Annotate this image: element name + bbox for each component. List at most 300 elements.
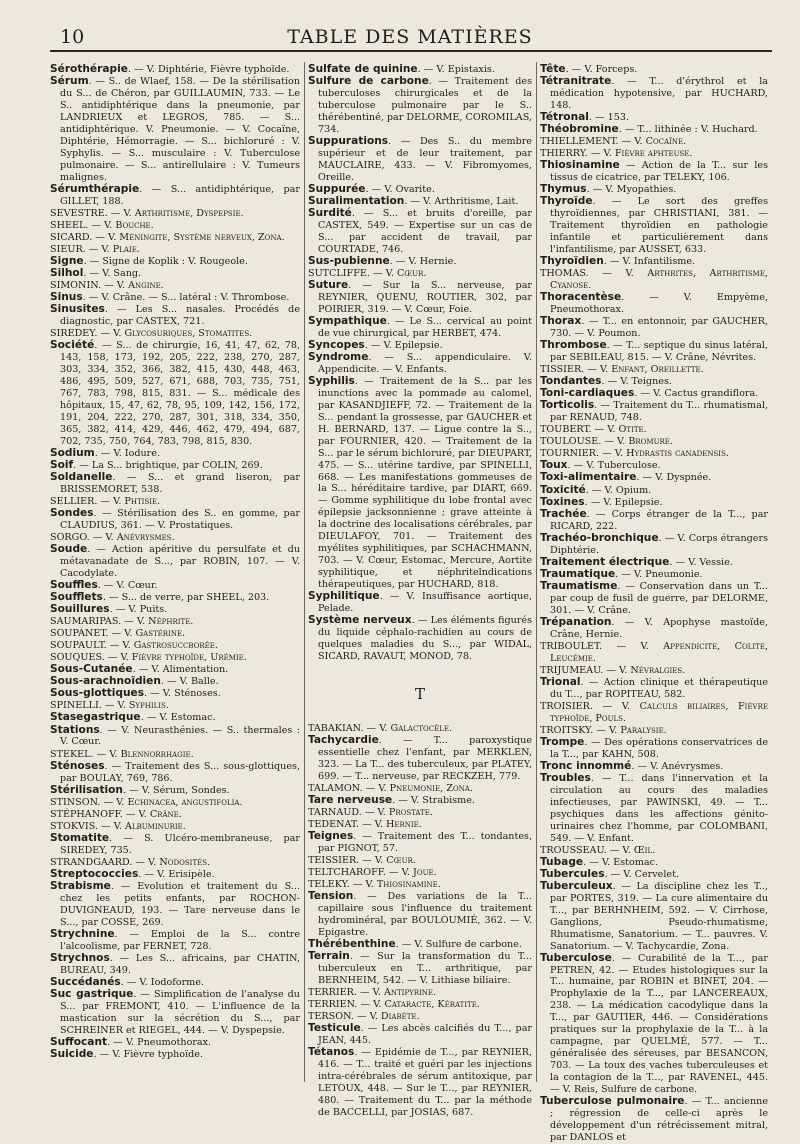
entry-heading: Troubles — [540, 771, 591, 784]
entry-text: TOULOUSE. — V. Bromure. — [540, 436, 673, 448]
index-entry — [50, 604, 300, 616]
entry-text: . — Epidémie de T..., par REYNIER, 416. — T... traité et guéri par les injections intra-cérébrales de sérum antitoxique, par LETOUX, 448. — Sur le T..., par REYNIER, 480. — Traitement du T... par la méthode de BACCELLI, par JOSIAS, 687. — [318, 1047, 532, 1119]
index-entry — [308, 136, 532, 184]
index-entry — [308, 1023, 532, 1047]
index-entry — [50, 544, 300, 580]
entry-heading: Souffles — [50, 578, 98, 591]
entry-text: . — Le sort des greffes thyroïdiennes, par CHRISTIANI, 381. — Traitement thyroïdien en pathologie infantile et particulièrement dans l'infantilisme, par AUSSET, 633. — [550, 196, 768, 256]
entry-heading: Trépanation — [540, 615, 612, 628]
index-entry — [308, 1047, 532, 1119]
entry-text: . — V. Cœur. — [97, 579, 158, 591]
index-entry — [540, 316, 768, 340]
index-entry — [50, 532, 300, 544]
index-entry — [50, 340, 300, 448]
entry-text: . — V. Anévrysmes. — [631, 760, 724, 772]
entry-text: SAUMARIPAS. — V. Néphrite. — [50, 616, 194, 628]
entry-heading: Sous-Cutanée — [50, 663, 133, 676]
index-entry — [308, 316, 532, 340]
index-entry — [540, 400, 768, 424]
entry-text: SELLIER. — V. Phtisie. — [50, 495, 161, 507]
entry-heading: Suralimentation — [308, 194, 405, 207]
entry-text: . — V. Tuberculose. — [567, 460, 661, 472]
entry-heading: Trompe — [540, 735, 585, 748]
entry-heading: Thyroïdien — [540, 255, 604, 268]
entry-heading: Succédanés — [50, 975, 121, 988]
entry-heading: Suture — [308, 278, 349, 291]
entry-heading: Torticolis — [540, 399, 595, 412]
entry-text: . — La S... brightique, par COLIN, 269. — [73, 459, 263, 471]
entry-text: . — Sur la transformation du T... tuberculeux en T... arthritique, par BERNHEIM, 542. — V. Lithiase biliaire. — [318, 951, 532, 987]
entry-text: . — V. Sang. — [83, 267, 142, 279]
entry-text: . — V. Estomac. — [140, 712, 216, 724]
index-entry — [50, 833, 300, 857]
index-entry — [50, 184, 300, 208]
index-entry — [308, 951, 532, 987]
entry-heading: Syphilis — [308, 374, 355, 387]
index-entry — [50, 508, 300, 532]
entry-text: . — Corps étranger de la T..., par RICARD, 222. — [550, 508, 768, 532]
entry-heading: Soldanelle — [50, 470, 113, 483]
index-entry — [50, 220, 300, 232]
entry-text: . — V. Hernie. — [389, 255, 457, 267]
entry-text: . — V. Teignes. — [601, 376, 672, 388]
entry-text: TERRIEN. — V. Cataracte, Kératite. — [308, 999, 480, 1011]
index-entry — [308, 807, 532, 819]
index-entry — [540, 881, 768, 953]
index-entry — [308, 735, 532, 783]
index-entry — [540, 436, 768, 448]
entry-text: . — V. Apophyse mastoïde, Crâne, Hernie. — [550, 616, 768, 640]
entry-text: . — V. Neurasthénies. — S.. thermales : V. Cœur. — [60, 724, 300, 748]
entry-heading: Sérumthérapie — [50, 182, 140, 195]
entry-text: . — T... d'érythrol et la médication hypotensive, par HUCHARD, 148. — [550, 76, 768, 111]
entry-text: . — Traitement de la S... par les inunctions avec la pommade au calomel, par KASANDJIEFF, 72. — Traitement de la S... pendant la grossesse, par GAUCHER et H. BERNARD, 137. — Ligue contre la S.., par FOURNIER, 420. — Traitement de la S... par le sérum bichloruré, par DIEUPART, 475. — S... utérine tardive, par SPINELLI, 668. — Les manifestations gommeuses de la S... héréditaire tardive, par DIART, 669. — Gomme syphilitique du lobe frontal avec épilepsie jacksonnienne ; grave atteinte à la doctrine des localisations cérébrales, par DIEULAFOY, 701. — Traitement des myélites syphilitiques, par SCHACHMANN, 703. — V. Cœur, Estomac, Mercure, Aortite syphilitique, et néphritelndications thérapeutiques, par HUCHARD, 818. — [318, 375, 532, 591]
index-entry — [540, 581, 768, 617]
entry-text: . — V. Pneumothorax. — [107, 1036, 212, 1048]
entry-heading: Stations — [50, 723, 100, 736]
index-entry — [540, 196, 768, 256]
entry-heading: Syndrome — [308, 350, 369, 363]
entry-text: . — T... ancienne ; régression de celle-ci après le développement d'un rétrécissement mitral, par DANLOS et — [550, 1096, 769, 1143]
entry-heading: Tubercules — [540, 867, 605, 880]
entry-text: . — Les S... africains, par CHATIN, BUREAU, 349. — [60, 952, 300, 976]
entry-text: . — V. Alimentation. — [132, 664, 229, 676]
entry-text: . — Les éléments figurés du liquide céphalo-rachidien au cours de quelques maladies du S..., par WIDAL, SICARD, RAVAUT, MONOD, 78. — [318, 615, 532, 663]
entry-text: THOMAS. — V. Arthrites, Arthritisme, Cyanose. — [540, 268, 768, 292]
index-entry — [540, 677, 768, 701]
entry-text: . — T... en entonnoir, par GAUCHER, 730. — V. Poumon. — [550, 316, 768, 340]
index-entry — [308, 352, 532, 376]
entry-heading: Strychnine — [50, 927, 115, 940]
entry-text: TERSON. — V. Diabète. — [308, 1011, 420, 1023]
entry-text: . — Des variations de la T... capillaire sous l'influence du traitement hydrominéral, par BOULOUMIÉ, 362. — V. Epigastre. — [318, 891, 532, 939]
index-entry — [308, 855, 532, 867]
index-entry — [50, 280, 300, 292]
entry-text: . — V. Strabisme. — [392, 794, 475, 806]
entry-heading: Stérilisation — [50, 783, 123, 796]
index-entry — [50, 268, 300, 280]
entry-heading: Sulfure de carbone — [308, 75, 429, 88]
index-entry — [50, 725, 300, 749]
index-entry — [50, 953, 300, 977]
index-entry — [540, 124, 768, 136]
entry-text: . — Traitement des tuberculoses chirurgicales et de la tuberculose pulmonaire par le S.. thérébentiné, par DELORME, COROMILAS, 734. — [318, 76, 533, 135]
entry-heading: Sténoses — [50, 759, 105, 772]
entry-heading: Sous-glottiques — [50, 687, 145, 700]
entry-heading: Tuberculose — [540, 951, 612, 964]
entry-text: SOUQUES. — V. Fièvre typhoïde, Urémie. — [50, 652, 247, 664]
entry-text: . — S... antidiphtérique, par GILLET, 188. — [60, 183, 300, 207]
entry-text: . — Curabilité de la T..., par PETREN, 42. — Etudes histologiques sur la T... humaine, par ROBIN et BINET, 204. — Prophylaxie de la T..., par LANCEREAUX, 238. — La médication cacodylique dans la T..., par GAUTIER, 446. — Considérations pratiques sur la prophylaxie de la T... à la campagne, par QUELMÉ, 577. — T... généralisée des séreuses, par BESANCON, 703. — La toux des vaches tuberculeuses et la contagion de la T..., par RAVENEL, 445. — V. Reis, Sulfure de carbone. — [550, 952, 768, 1096]
entry-heading: Tronc innommé — [540, 759, 632, 772]
index-entry — [540, 509, 768, 533]
entry-text: SHEEL. — V. Bouche. — [50, 219, 154, 231]
entry-heading: Trachée — [540, 507, 587, 520]
index-entry — [540, 737, 768, 761]
entry-text: TELEKY. — V. Thiosinamine. — [308, 879, 441, 891]
entry-text: . — V. Forceps. — [565, 64, 638, 75]
entry-heading: Toxicité — [540, 483, 586, 496]
index-entry — [308, 76, 532, 136]
entry-heading: Silhol — [50, 266, 84, 279]
entry-text: THIERRY. — V. Fièvre aphteuse. — [540, 148, 693, 160]
entry-heading: Tension — [308, 890, 354, 903]
entry-text: TOUBERT. — V. Otite. — [540, 424, 647, 436]
entry-heading: Toxines — [540, 495, 585, 508]
entry-text: . — V. Insuffisance aortique, Pelade. — [318, 591, 532, 615]
index-entry — [540, 160, 768, 184]
entry-heading: Sinus — [50, 291, 83, 304]
entry-text: . — Conservation dans un T... par coup de fusil de guerre, par DELORME, 301. — V. Crâne. — [550, 580, 768, 616]
entry-heading: Suppurée — [308, 182, 366, 195]
entry-heading: Thymus — [540, 183, 587, 196]
entry-text: TROUSSEAU. — V. Œil. — [540, 844, 656, 856]
entry-text: SOUPAULT. — V. Gastrosuccborée. — [50, 640, 218, 652]
entry-text: . — V. Dyspnée. — [636, 472, 712, 484]
entry-text: . — V. Pneumonie. — [615, 568, 703, 580]
index-column-2 — [308, 63, 533, 1119]
entry-text: STOKVIS. — V. Albuminurie. — [50, 820, 186, 832]
entry-heading: Trional — [540, 675, 581, 688]
entry-text: . — V. Empyème, Pneumothorax. — [550, 292, 768, 316]
entry-text: THIELLEMENT. — V. Cocaïne. — [540, 136, 687, 148]
entry-text: SIREDEY. — V. Glycosuriques, Stomatites. — [50, 328, 253, 340]
entry-heading: Thiosinamine — [540, 159, 620, 172]
entry-text: — Action de la T... sur les tissus de cicatrice, par TELEKY, 106. — [550, 160, 768, 184]
entry-heading: Sodium — [50, 446, 95, 459]
entry-text: TABAKIAN. — V. Galactocèle. — [308, 722, 452, 734]
index-entry — [308, 999, 532, 1011]
entry-text: SICARD. — V. Méningite, Système nerveux, Zona. — [50, 231, 285, 243]
entry-text: STINSON. — V. Echinacea, angustifolia. — [50, 796, 243, 808]
entry-heading: Tuberculeux — [540, 879, 613, 892]
index-entry — [540, 1096, 768, 1144]
entry-text: . — V. Infantilisme. — [603, 256, 696, 268]
entry-heading: Trachéo-bronchique — [540, 531, 659, 544]
entry-heading: Suffocant — [50, 1035, 108, 1048]
index-entry — [540, 701, 768, 725]
entry-text: . — La discipline chez les T.., par PORTES, 319. — La cure alimentaire du T..., par BERHNHEIM, 592. — V. Cirrhose, Ganglions, Pseudo-rhumatisme, Rhumatisme, Sanatorium. — T... pauvres. V. Sanatorium. — V. Tachycardie, Zona. — [550, 880, 768, 952]
index-entry — [308, 256, 532, 268]
entry-text: SOUPANET. — V. Gastérine. — [50, 628, 186, 640]
index-entry — [308, 208, 532, 256]
entry-text: TEDENAT. — V. Hernie. — [308, 819, 422, 831]
entry-heading: Société — [50, 339, 95, 352]
entry-text: . — V. Ovarite. — [365, 183, 435, 195]
entry-text: . — S... et grand liseron, par BRISSEMORET, 538. — [60, 471, 300, 495]
entry-text: . — S... appendiculaire. V. Appendicite. — V. Enfants. — [318, 351, 532, 375]
index-entry — [308, 831, 532, 855]
entry-heading: Signe — [50, 254, 84, 267]
entry-text: SORGO. — V. Anévrysmes. — [50, 531, 175, 543]
entry-text: . — S.. de Wlaef, 158. — De la stérilisation du S... de Chéron, par GUILLAUMIN, 733. — Le S.. antidiphtérique dans la pneumonie, par LANDRIEUX et LEGROS, 785. — S... antidiphtérique. V. Pneumonie. — V. Cocaïne, Diphtérie, Hémorragie. — S... bichloruré : V. Syphylis. — S... musculaire : V. Tuberculose pulmonaire. — S... antirellulaire : V. Tumeurs malignes. — [60, 76, 300, 183]
entry-heading: Soif — [50, 458, 74, 471]
entry-heading: Thorax — [540, 315, 582, 328]
entry-text: TOURNIER. — V. Hydrastis canadensis. — [540, 448, 729, 460]
entry-text: . — T... septique du sinus latéral, par SEBILEAU, 815. — V. Crâne, Névrites. — [550, 340, 768, 364]
entry-text: . — V. Puits. — [109, 604, 168, 616]
entry-heading: Tétanos — [308, 1046, 355, 1059]
entry-text: . — S. Ulcéro-membraneuse, par SIREDEY, 735. — [60, 832, 300, 856]
entry-text: . — Les S... nasales. Procédés de diagnostic, par CASTEX, 721. — [60, 304, 300, 328]
column-divider — [304, 62, 305, 1082]
entry-heading: Suppurations — [308, 134, 389, 147]
entry-text: . — V. Iodure. — [94, 447, 160, 459]
entry-text: SIMONIN. — V. Angine. — [50, 280, 164, 291]
page-header — [50, 20, 770, 50]
entry-heading: Strychnos — [50, 951, 110, 964]
index-entry — [50, 640, 300, 652]
index-entry — [50, 809, 300, 821]
entry-text: . — V. Epilepsie. — [364, 339, 443, 351]
index-entry — [308, 376, 532, 591]
entry-text: . — V. Estomac. — [583, 856, 658, 868]
index-entry — [50, 76, 300, 184]
entry-text: . — V. Opium. — [585, 484, 652, 496]
entry-heading: Théobromine — [540, 123, 619, 136]
entry-heading: Streptococcies — [50, 867, 139, 880]
entry-heading: Sérum — [50, 75, 89, 88]
index-entry — [50, 616, 300, 628]
entry-text: . — V. Epilepsie. — [584, 496, 663, 508]
entry-heading: Toxi-alimentaire — [540, 471, 637, 484]
entry-text: . — V. Balle. — [160, 676, 219, 688]
entry-text: . — S... de verre, par SHEEL, 203. — [102, 592, 270, 603]
entry-text: TEISSIER. — V. Cœur. — [308, 855, 416, 867]
entry-heading: Tuberculose pulmonaire — [540, 1095, 685, 1108]
entry-text: . — Des opérations conservatrices de la T..., par KAHN, 508. — [550, 736, 768, 760]
entry-text: . — V. Diphtérie, Fièvre typhoïde. — [127, 64, 290, 75]
entry-text: . — Action apéritive du persulfate et du métavanadate de S..., par ROBIN, 107. — V. Cacodylate. — [60, 544, 300, 579]
entry-text: . — Traitement des S... sous-glottiques, par BOULAY, 769, 786. — [60, 760, 300, 784]
entry-heading: Traumatisme — [540, 579, 618, 592]
index-entry — [50, 881, 300, 929]
entry-heading: Sinusites — [50, 303, 105, 316]
index-entry — [50, 688, 300, 700]
index-entry — [540, 773, 768, 845]
entry-heading: Système nerveux — [308, 614, 412, 627]
entry-text: . — Simplification de l'analyse du S... par FREMONT, 410. — L'influence de la mastication sur la sécrétion du S..., par SCHREINER et RIEGEL, 444. — V. Dyspepsie. — [60, 988, 300, 1036]
index-entry — [540, 76, 768, 112]
index-entry — [308, 795, 532, 807]
entry-text: TRIJUMEAU. — V. Névralgies. — [540, 664, 686, 676]
entry-text: . — Emploi de la S... contre l'alcoolisme, par FERNET, 728. — [60, 928, 300, 952]
entry-text: . — Evolution et traitement du S... chez les petits enfants, par ROCHON-DUVIGNEAUD, 193. — Tare nerveuse dans le S..., par COSSE, 269. — [60, 880, 300, 928]
entry-heading: Tachycardie — [308, 733, 379, 746]
index-entry — [50, 785, 300, 797]
entry-text: . — V. Erisipèle. — [138, 868, 215, 880]
entry-heading: Sulfate de quinine — [308, 63, 418, 75]
page-title: TABLE DES MATIÈRES — [287, 26, 533, 48]
index-entry — [50, 304, 300, 328]
index-column-1 — [50, 64, 300, 1082]
entry-heading: Sondes — [50, 506, 94, 519]
entry-text: . — Des S.. du membre supérieur et de leur traitement, par MAUCLAIRE, 433. — V. Fibromyomes, Oreille. — [318, 135, 532, 183]
index-entry — [50, 989, 300, 1037]
entry-text: . — V. Iodoforme. — [120, 976, 204, 988]
entry-heading: Suc gastrique — [50, 987, 134, 1000]
entry-text: . — V. Sérum, Sondes. — [122, 784, 230, 796]
entry-heading: Traitement électrique — [540, 555, 670, 568]
entry-text: . — V. Arthritisme, Lait. — [404, 195, 519, 207]
entry-text: . — V. Myopathies. — [586, 184, 677, 196]
index-entry — [308, 280, 532, 316]
entry-text: TALAMON. — V. Pneumonie, Zona. — [308, 782, 473, 794]
entry-text: . — V. Fièvre typhoïde. — [93, 1048, 204, 1060]
index-entry — [540, 424, 768, 436]
entry-text: STRANDGAARD. — V. Nodosités. — [50, 856, 211, 868]
entry-heading: Thrombose — [540, 339, 607, 352]
index-entry — [50, 244, 300, 256]
entry-heading: Testicule — [308, 1022, 361, 1035]
index-entry — [50, 1049, 300, 1061]
entry-heading: Tondantes — [540, 375, 602, 388]
page-number: 10 — [60, 26, 85, 48]
entry-text: TRIBOULET. — V. Appendicite, Colite, Leucémie. — [540, 640, 768, 664]
entry-text: . — V. Cervelet. — [604, 868, 679, 880]
entry-text: SIEUR. — V. Plaie. — [50, 243, 140, 255]
entry-text: . — Stérilisation des S.. en gomme, par CLAUDIUS, 361. — V. Prostatiques. — [60, 507, 300, 531]
entry-text: . — V. Corps étrangers Diphtérie. — [550, 532, 768, 556]
entry-text: STÉPHANOFF. — V. Crâne. — [50, 808, 182, 820]
index-entry — [50, 208, 300, 220]
index-entry — [540, 533, 768, 557]
entry-heading: Sus-pubienne — [308, 254, 390, 267]
index-entry — [50, 448, 300, 460]
index-entry — [50, 256, 300, 268]
entry-heading: Toux — [540, 459, 568, 472]
entry-text: TROITSKY. — V. Paralysie. — [540, 724, 667, 736]
entry-text: SPINELLI. — V. Syphilis. — [50, 700, 169, 712]
index-entry — [50, 929, 300, 953]
entry-text: . — V. Sulfure de carbone. — [395, 939, 522, 951]
entry-text: . — Le S... cervical au point de vue chirurgical, par HERBET, 474. — [318, 315, 532, 339]
entry-heading: Thyroïde — [540, 195, 593, 208]
index-entry — [540, 340, 768, 364]
entry-heading: Syncopes — [308, 338, 365, 351]
entry-heading: Soude — [50, 543, 88, 555]
header-rule — [50, 50, 772, 52]
column-divider — [536, 62, 537, 1082]
entry-text: STEKEL. — V. Blennorrhagie. — [50, 748, 194, 760]
index-entry — [308, 891, 532, 939]
entry-text: SEVESTRE. — V. Arthritisme, Dyspepsie. — [50, 207, 244, 219]
entry-text: TELTCHAROFF. — V. Joue. — [308, 867, 437, 879]
entry-text: TISSIER. — V. Enfant, Oreillette. — [540, 364, 704, 376]
index-entry — [308, 591, 532, 615]
index-entry — [540, 256, 768, 268]
entry-text: . — Les abcès calcifiés du T..., par JEAN, 445. — [318, 1023, 532, 1047]
index-entry — [308, 867, 532, 879]
index-entry — [50, 761, 300, 785]
entry-heading: Traumatique — [540, 567, 616, 580]
index-entry — [540, 448, 768, 460]
entry-text: . — V. Sténoses. — [144, 688, 221, 700]
entry-text: . — Traitement du T... rhumatismal, par RENAUD, 748. — [550, 400, 768, 424]
entry-heading: Stasegastrique — [50, 711, 141, 724]
entry-heading: Toni-cardiaques — [540, 387, 635, 400]
entry-text: . — S... de chirurgie, 16, 41, 47, 62, 78, 143, 158, 173, 192, 205, 222, 238, 270, 287, 303, 334, 352, 366, 382, 415, 430, 448, 463, 486, 495, 509, 527, 671, 688, 703, 735, 751, 767, 783, 798, 815, 831. — S... médicale des hôpitaux, 15, 47, 62, 78, 95, 109, 142, 156, 172, 191, 204, 222, 270, 287, 301, 318, 334, 350, 365, 382, 414, 429, 446, 462, 479, 494, 687, 702, 735, 750, 764, 783, 798, 815, 830. — [60, 340, 300, 447]
entry-text: SUTCLIFFE. — V. Cœur. — [308, 267, 427, 279]
index-entry — [540, 292, 768, 316]
index-entry — [540, 136, 768, 148]
index-entry — [308, 987, 532, 999]
entry-heading: Stomatite — [50, 831, 110, 844]
entry-heading: Strabisme — [50, 879, 111, 892]
index-entry — [50, 797, 300, 809]
entry-text: TROISIER. — V. Calculs biliaires, Fièvre typhoïde, Pouls. — [540, 700, 768, 724]
entry-heading: Thérébenthine — [308, 938, 396, 951]
entry-text: . — V. Epistaxis. — [417, 64, 495, 75]
entry-heading: Tétranitrate — [540, 75, 612, 88]
entry-text: . — V. Vessie. — [669, 556, 733, 568]
entry-text: . — Traitement des T... tondantes, par PIGNOT, 57. — [318, 831, 532, 855]
entry-text: . — Signe de Koplik : V. Rougeole. — [83, 255, 248, 267]
index-entry — [540, 617, 768, 641]
entry-heading: Thoracentèse — [540, 291, 622, 304]
entry-heading: Tubage — [540, 855, 584, 868]
index-entry — [50, 472, 300, 496]
entry-text: . — 153. — [588, 112, 630, 123]
entry-heading: Syphilitique — [308, 590, 380, 603]
entry-heading: Terrain — [308, 950, 350, 963]
entry-text: . — S... et bruits d'oreille, par CASTEX, 549. — Expertise sur un cas de S... par accident de travail, par COURTADE, 746. — [318, 207, 532, 255]
entry-text: TERRIER. — V. Antipyrine. — [308, 987, 437, 999]
index-column-3 — [540, 63, 769, 1143]
entry-text: . — Action clinique et thérapeutique du T..., par ROPITEAU, 582. — [550, 676, 768, 700]
index-entry — [540, 641, 768, 665]
entry-heading: Soufflets — [50, 591, 103, 603]
entry-text: . — Sur la S... nerveuse, par REYNIER, QUENU, ROUTIER, 302, par POIRIER, 319. — V. Cœur, Foie. — [318, 279, 532, 315]
entry-heading: Suicide — [50, 1047, 94, 1060]
entry-heading: Tare nerveuse — [308, 793, 393, 806]
entry-heading: Tétronal — [540, 111, 589, 123]
entry-heading: Sous-arachnoïdien — [50, 675, 161, 688]
index-entry — [50, 232, 300, 244]
entry-heading: Tête — [540, 63, 566, 75]
entry-text: . — V. Cactus grandiflora. — [634, 388, 759, 400]
entry-text: . — V. Crâne. — S... latéral : V. Thrombose. — [82, 292, 290, 304]
section-letter: T — [414, 684, 425, 703]
entry-heading: Souillures — [50, 603, 110, 616]
entry-text: TARNAUD. — V. Prostate. — [308, 806, 433, 818]
index-entry — [540, 268, 768, 292]
entry-text: . — T... dans l'innervation et la circulation au cours des maladies infectieuses, par PAWINSKI, 49. — T... psychiques dans les affections génito-urinaires chez l'homme, par COLOMBANI, 549. — V. Enfant. — [550, 772, 768, 844]
index-entry — [308, 615, 532, 663]
entry-text: . — T... paroxystique essentielle chez l'enfant, par MERKLEN, 323. — La T... des tuberculeux, par PLATEY, 699. — T... nerveuse, par RECKZEH, 779. — [318, 734, 532, 782]
entry-heading: Surdité — [308, 206, 352, 219]
index-entry — [50, 628, 300, 640]
